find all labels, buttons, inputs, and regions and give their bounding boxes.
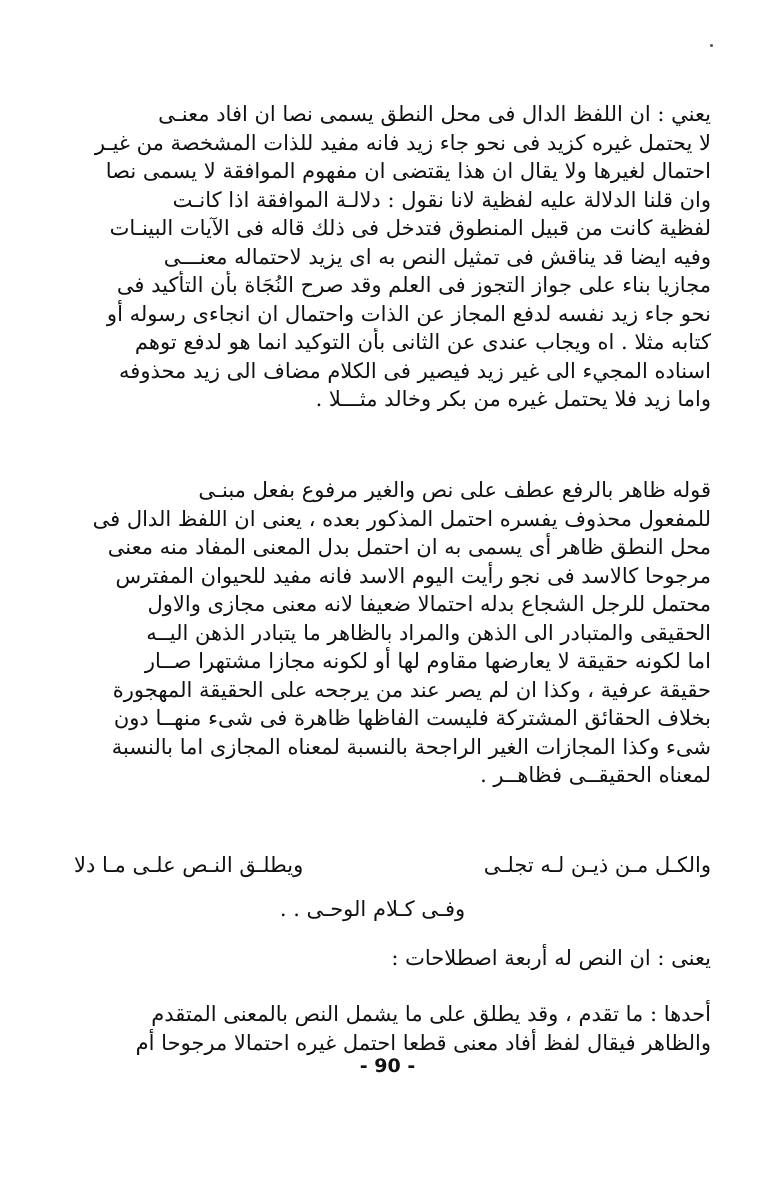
text-line: وان قلنا الدلالة عليه لفظية لانا نقول : دلالـة الموافقة اذا كانـت <box>172 187 711 212</box>
text-line: والظاهر فيقال لفظ أفاد معنى قطعا احتمل غيره احتمالا مرجوحا أم <box>135 1030 711 1055</box>
text-line: لا يحتمل غيره كزيد فى نحو جاء زيد فانه مفيد للذات المشخصة من غيـر <box>94 130 711 155</box>
text-line: كتابه مثلا . اه ويجاب عندى عن الثانى بأن التوكيد انما هو لدفع توهم <box>134 330 711 354</box>
text-line: للمفعول محذوف يفسره احتمل المذكور بعده ، يعنى ان اللفظ الدال فى <box>92 506 711 531</box>
text-line: قوله ظاهر بالرفع عطف على نص والغير مرفوع بفعل مبنـى <box>198 478 711 502</box>
text-line: مجازيا بناء على جواز التجوز فى العلم وقد صرح النُجَاة بأن التأكيد فى <box>116 273 711 297</box>
text-line: بخلاف الحقائق المشتركة فليست الفاظها ظاهرة فى شىء منهــا دون <box>113 706 711 730</box>
hemistich-left: ويطلـق النـص علـى مـا دلا <box>74 853 304 877</box>
page-number: - 90 - <box>359 1055 416 1077</box>
text-line: اسناده المجيء الى غير زيد فيصير فى الكلام مضاف الى زيد محذوفه <box>119 358 711 383</box>
verse-line-1 <box>74 850 711 880</box>
paragraph-first-term <box>74 1000 711 1057</box>
poem-verse <box>74 850 711 924</box>
text-line: واما زيد فلا يحتمل غيره من بكر وخالد مثـــلا . <box>315 387 711 411</box>
text-line: يعني : ان اللفظ الدال فى محل النطق يسمى نصا ان افاد معنـى <box>158 102 711 126</box>
hemistich-right: والكـل مـن ذيـن لـه تجلـى <box>483 853 711 877</box>
text-line: محتمل للرجل الشجاع بدله احتمالا ضعيفا لانه معنى مجازى والاول <box>147 592 711 616</box>
text-line: شىء وكذا المجازات الغير الراجحة بالنسبة لمعناه المجازى اما بالنسبة <box>111 734 711 759</box>
paragraph-commentary-1 <box>74 100 711 414</box>
text-line: أحدها : ما تقدم ، وقد يطلق على ما يشمل النص بالمعنى المتقدم <box>151 1002 711 1026</box>
text-line: حقيقة عرفية ، وكذا ان لم يصر عند من يرجحه على الحقيقة المهجورة <box>112 677 711 702</box>
text-line: وفيه ايضا قد يناقش فى تمثيل النص به اى يزيد لاحتماله معنـــى <box>163 244 711 269</box>
verse-line-2: وفـى كـلام الوحـى . . <box>279 897 466 921</box>
text-line: لفظية كانت من قبيل المنطوق فتدخل فى ذلك قاله فى الآيات البينـات <box>109 216 711 240</box>
scan-speck <box>710 44 713 47</box>
text-line: اما لكونه حقيقة لا يعارضها مقاوم لها أو لكونه مجازا مشتهرا صــار <box>144 649 711 673</box>
text-line: نحو جاء زيد نفسه لدفع المجاز عن الذات واحتمال ان انجاءى رسوله أو <box>106 301 711 326</box>
text-line: الحقيقى والمتبادر الى الذهن والمراد بالظاهر ما يتبادر الذهن اليــه <box>146 620 711 645</box>
text-line: يعنى : ان النص له أربعة اصطلاحات : <box>391 946 711 970</box>
paragraph-intro <box>74 944 711 973</box>
text-line: احتمال لغيرها ولا يقال ان هذا يقتضى ان مفهوم الموافقة لا يسمى نصا <box>105 159 711 183</box>
text-line: مرجوحا كالاسد فى نجو رأيت اليوم الاسد فانه مفيد للحيوان المفترس <box>115 563 711 588</box>
text-line: لمعناه الحقيقــى فظاهــر . <box>480 763 711 787</box>
paragraph-commentary-2 <box>74 476 711 790</box>
text-line: محل النطق ظاهر أى يسمى به ان احتمل بدل المعنى المفاد منه معنى <box>107 535 711 559</box>
